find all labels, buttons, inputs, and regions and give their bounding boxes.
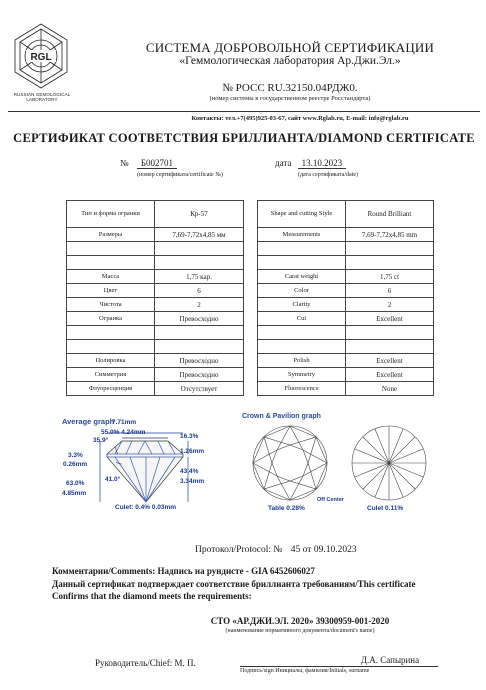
table-row: Cut Excellent <box>258 312 434 326</box>
table-row: Shape and cutting Style Round Brilliant <box>258 201 434 228</box>
pavilion-view-diagram <box>349 423 429 505</box>
certificate-date-block <box>275 158 395 169</box>
crown-pavilion-graph-title: Crown & Pavilion graph <box>242 413 321 420</box>
crown-view-diagram <box>250 423 330 505</box>
table-row: Масса 1,75 кар. <box>67 270 244 284</box>
table-row <box>67 242 244 256</box>
table-row: Measurements 7,69-7,72х4,85 mm <box>258 228 434 242</box>
total-depth-mm: 4.85mm <box>62 490 87 497</box>
table-off-center-value: Table 0.28% <box>268 505 305 512</box>
average-graph-title: Average graph <box>62 417 115 426</box>
crown-height-mm: 1.26mm <box>180 448 205 455</box>
culet-value: Culet: 0.4% 0.03mm <box>115 504 177 511</box>
diamond-properties-en-table <box>257 200 434 396</box>
certificate-number: Б002701 <box>137 158 177 169</box>
table-row: Carat weight 1,75 ct <box>258 270 434 284</box>
crown-angle-value: 35.9° <box>93 437 109 444</box>
table-row: Флуоресценция Отсутствует <box>67 382 244 396</box>
culet-off-center-value: Culet 0.11% <box>367 505 404 512</box>
table-row <box>258 242 434 256</box>
signature-line <box>240 666 438 667</box>
confirmation-line-2: Confirms that the diamond meets the requirements: <box>52 591 252 601</box>
table-row: Полировка Превосходно <box>67 354 244 368</box>
lab-logo-icon <box>12 22 70 94</box>
header-divider <box>8 111 480 112</box>
table-row <box>67 326 244 340</box>
comments-text: Комментарии/Comments: Надпись на рундисте - GIA 6452606027 <box>52 566 315 576</box>
crown-height-percent: 16.3% <box>180 433 199 440</box>
table-row <box>67 340 244 354</box>
signature-note: Подпись/sign Инициалы, фамилия/Initials, surname <box>240 668 370 674</box>
table-row <box>258 326 434 340</box>
chief-label: Руководитель/Chief: М. П. <box>95 658 196 668</box>
protocol-label: Протокол/Protocol: № <box>195 545 283 555</box>
pavilion-depth-mm: 3.34mm <box>180 478 205 485</box>
certificate-number-block <box>120 158 240 169</box>
logo-caption: RUSSIAN GEMOLOGICAL LABORATORY <box>13 92 71 102</box>
table-row: Fluorescence None <box>258 382 434 396</box>
table-row: Clarity 2 <box>258 298 434 312</box>
certificate-number-note: (номер сертификата/certificate №) <box>137 172 223 178</box>
protocol-line <box>195 545 395 555</box>
table-row <box>67 256 244 270</box>
standard-document: СТО «АР.ДЖИ.ЭЛ. 2020» 39300959-001-2020 <box>210 616 390 626</box>
pavilion-depth-percent: 43.4% <box>180 468 199 475</box>
diamond-properties-ru-table <box>66 200 244 396</box>
standard-note: (наименование нормативного документа/document's name) <box>225 628 375 634</box>
table-row: Тип и форма огранки Кр-57 <box>67 201 244 228</box>
certificate-title: СЕРТИФИКАТ СООТВЕТСТВИЯ БРИЛЛИАНТА/DIAMOND CERTIFICATE <box>13 131 475 145</box>
registration-note: (номер системы в государственном реестре Росстандарта) <box>209 95 371 102</box>
signer-name: Д.А. Сапырина <box>360 655 420 665</box>
girdle-mm: 0.26mm <box>63 461 88 468</box>
certificate-date: 13.10.2023 <box>298 158 347 169</box>
diameter-value: 7.71mm <box>112 419 137 426</box>
contacts-line: Контакты: тел.+7(495)925-03-67, сайт www.Rglab.ru, E-mail: info@rglab.ru <box>191 115 409 122</box>
system-title: СИСТЕМА ДОБРОВОЛЬНОЙ СЕРТИФИКАЦИИ <box>145 40 435 55</box>
table-row: Огранка Превосходно <box>67 312 244 326</box>
off-center-label: Off Center <box>317 497 344 503</box>
table-row: Symmetry Excellent <box>258 368 434 382</box>
certificate-date-label: дата <box>275 158 292 168</box>
registration-number: № РОСС RU.32150.04РДЖ0. <box>222 82 358 94</box>
girdle-percent: 3.3% <box>68 452 83 459</box>
certificate-number-label: № <box>120 158 129 168</box>
confirmation-line-1: Данный сертификат подтверждает соответствие бриллианта требованиям/This certificate <box>52 579 416 589</box>
table-row: Симметрия Превосходно <box>67 368 244 382</box>
certificate-date-note: (дата сертификата/date) <box>297 172 359 178</box>
table-row <box>258 256 434 270</box>
total-depth-percent: 63.0% <box>66 480 85 487</box>
protocol-number: 45 от 09.10.2023 <box>290 545 357 555</box>
lab-name: «Геммологическая лаборатория Ар.Джи.Эл.» <box>179 55 401 67</box>
table-percent-value: 55.0% 4.24mm <box>101 429 146 436</box>
table-row: Цвет 6 <box>67 284 244 298</box>
table-row: Color 6 <box>258 284 434 298</box>
logo-initials: RGL <box>30 52 52 63</box>
table-row <box>258 340 434 354</box>
table-row: Чистота 2 <box>67 298 244 312</box>
table-row: Polish Excellent <box>258 354 434 368</box>
pavilion-angle-value: 41.0° <box>105 476 121 483</box>
table-row: Размеры 7,69-7,72х4,85 мм <box>67 228 244 242</box>
